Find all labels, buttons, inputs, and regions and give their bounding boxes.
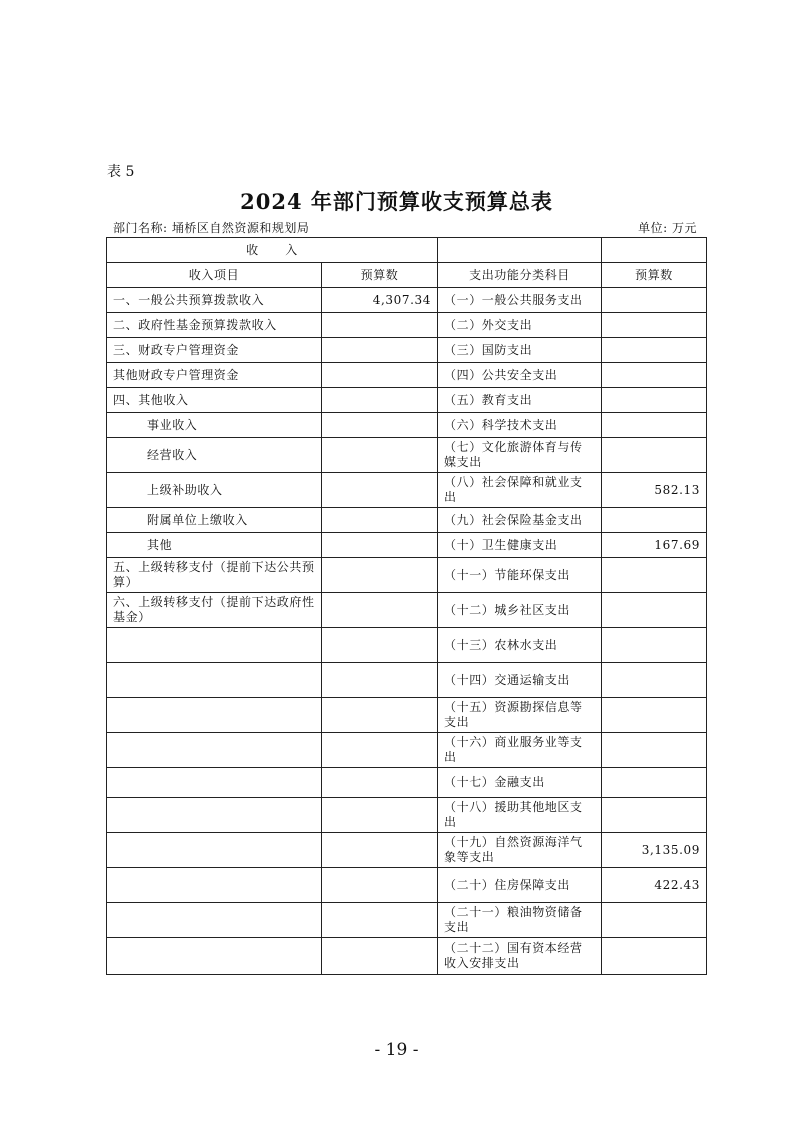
expense-group-header-amount xyxy=(602,238,707,263)
expense-amount-cell: 422.43 xyxy=(602,868,707,903)
budget-summary-table xyxy=(106,237,707,975)
expense-amount-cell xyxy=(602,438,707,473)
table-row xyxy=(107,593,707,628)
expense-item-cell: （十四）交通运输支出 xyxy=(438,663,602,698)
table-row xyxy=(107,798,707,833)
expense-group-header xyxy=(438,238,602,263)
expense-amount-cell xyxy=(602,313,707,338)
expense-item-cell: （八）社会保障和就业支出 xyxy=(438,473,602,508)
expense-amount-cell: 3,135.09 xyxy=(602,833,707,868)
expense-amount-cell xyxy=(602,338,707,363)
table-row xyxy=(107,438,707,473)
income-item-cell xyxy=(107,768,322,798)
income-amount-cell xyxy=(322,663,438,698)
income-item-cell: 三、财政专户管理资金 xyxy=(107,338,322,363)
table-row xyxy=(107,558,707,593)
table-row xyxy=(107,733,707,768)
income-amount-cell xyxy=(322,628,438,663)
expense-amount-cell xyxy=(602,558,707,593)
table-row xyxy=(107,363,707,388)
expense-item-cell: （十七）金融支出 xyxy=(438,768,602,798)
expense-item-cell: （七）文化旅游体育与传媒支出 xyxy=(438,438,602,473)
unit-label: 单位: 万元 xyxy=(638,221,697,235)
income-item-cell xyxy=(107,798,322,833)
income-item-cell: 四、其他收入 xyxy=(107,388,322,413)
expense-amount-cell xyxy=(602,388,707,413)
department-name-label: 部门名称: 埇桥区自然资源和规划局 xyxy=(113,221,310,235)
income-amount-cell xyxy=(322,313,438,338)
income-item-cell xyxy=(107,903,322,938)
expense-item-cell: （三）国防支出 xyxy=(438,338,602,363)
table-row xyxy=(107,833,707,868)
income-amount-cell xyxy=(322,698,438,733)
table-row xyxy=(107,903,707,938)
table-row xyxy=(107,338,707,363)
income-item-cell xyxy=(107,698,322,733)
expense-amount-cell xyxy=(602,593,707,628)
income-amount-cell xyxy=(322,388,438,413)
table-row xyxy=(107,868,707,903)
table-row xyxy=(107,473,707,508)
header-expense-item: 支出功能分类科目 xyxy=(438,263,602,288)
expense-item-cell: （二十一）粮油物资储备支出 xyxy=(438,903,602,938)
expense-amount-cell xyxy=(602,733,707,768)
expense-item-cell: （十九）自然资源海洋气象等支出 xyxy=(438,833,602,868)
income-amount-cell xyxy=(322,593,438,628)
income-amount-cell xyxy=(322,938,438,975)
expense-amount-cell xyxy=(602,508,707,533)
income-item-cell: 其他 xyxy=(107,533,322,558)
table-row xyxy=(107,313,707,338)
table-row xyxy=(107,413,707,438)
table-number-label: 表 5 xyxy=(107,164,135,180)
income-item-cell: 其他财政专户管理资金 xyxy=(107,363,322,388)
income-item-cell: 事业收入 xyxy=(107,413,322,438)
income-item-cell: 经营收入 xyxy=(107,438,322,473)
expense-item-cell: （二）外交支出 xyxy=(438,313,602,338)
table-row xyxy=(107,628,707,663)
income-item-cell xyxy=(107,663,322,698)
income-item-cell xyxy=(107,868,322,903)
column-header-row xyxy=(107,263,707,288)
document-title: 2024 年部门预算收支预算总表 xyxy=(240,189,553,214)
income-amount-cell xyxy=(322,338,438,363)
income-amount-cell xyxy=(322,903,438,938)
expense-amount-cell xyxy=(602,288,707,313)
income-amount-cell xyxy=(322,833,438,868)
income-item-cell xyxy=(107,833,322,868)
expense-amount-cell xyxy=(602,698,707,733)
income-item-cell: 一、一般公共预算拨款收入 xyxy=(107,288,322,313)
header-income-amount: 预算数 xyxy=(322,263,438,288)
income-item-cell: 附属单位上缴收入 xyxy=(107,508,322,533)
header-income-item: 收入项目 xyxy=(107,263,322,288)
expense-amount-cell: 167.69 xyxy=(602,533,707,558)
expense-item-cell: （十一）节能环保支出 xyxy=(438,558,602,593)
expense-amount-cell xyxy=(602,798,707,833)
expense-amount-cell xyxy=(602,663,707,698)
income-amount-cell xyxy=(322,533,438,558)
table-row xyxy=(107,938,707,975)
expense-amount-cell xyxy=(602,938,707,975)
income-item-cell xyxy=(107,938,322,975)
page-number: - 19 - xyxy=(374,1040,419,1060)
table-row xyxy=(107,663,707,698)
expense-amount-cell xyxy=(602,413,707,438)
income-amount-cell xyxy=(322,473,438,508)
expense-item-cell: （十六）商业服务业等支出 xyxy=(438,733,602,768)
expense-amount-cell xyxy=(602,628,707,663)
income-amount-cell xyxy=(322,868,438,903)
table-row xyxy=(107,768,707,798)
expense-item-cell: （十二）城乡社区支出 xyxy=(438,593,602,628)
income-amount-cell xyxy=(322,733,438,768)
expense-item-cell: （六）科学技术支出 xyxy=(438,413,602,438)
expense-amount-cell xyxy=(602,363,707,388)
expense-item-cell: （十）卫生健康支出 xyxy=(438,533,602,558)
expense-item-cell: （二十二）国有资本经营收入安排支出 xyxy=(438,938,602,975)
table-row xyxy=(107,388,707,413)
group-header-row xyxy=(107,238,707,263)
expense-item-cell: （一）一般公共服务支出 xyxy=(438,288,602,313)
income-item-cell: 六、上级转移支付（提前下达政府性基金） xyxy=(107,593,322,628)
income-item-cell: 上级补助收入 xyxy=(107,473,322,508)
income-amount-cell xyxy=(322,798,438,833)
income-amount-cell xyxy=(322,438,438,473)
header-expense-amount: 预算数 xyxy=(602,263,707,288)
table-row xyxy=(107,508,707,533)
expense-amount-cell: 582.13 xyxy=(602,473,707,508)
table-row xyxy=(107,533,707,558)
expense-item-cell: （二十）住房保障支出 xyxy=(438,868,602,903)
table-row xyxy=(107,288,707,313)
income-amount-cell xyxy=(322,363,438,388)
expense-amount-cell xyxy=(602,768,707,798)
expense-item-cell: （五）教育支出 xyxy=(438,388,602,413)
expense-item-cell: （十八）援助其他地区支出 xyxy=(438,798,602,833)
income-amount-cell xyxy=(322,508,438,533)
income-group-header: 收 入 xyxy=(107,238,438,263)
expense-item-cell: （九）社会保险基金支出 xyxy=(438,508,602,533)
expense-item-cell: （十三）农林水支出 xyxy=(438,628,602,663)
expense-item-cell: （十五）资源勘探信息等支出 xyxy=(438,698,602,733)
table-row xyxy=(107,698,707,733)
income-amount-cell: 4,307.34 xyxy=(322,288,438,313)
income-amount-cell xyxy=(322,558,438,593)
income-item-cell xyxy=(107,733,322,768)
income-item-cell xyxy=(107,628,322,663)
income-amount-cell xyxy=(322,413,438,438)
income-amount-cell xyxy=(322,768,438,798)
income-item-cell: 五、上级转移支付（提前下达公共预算） xyxy=(107,558,322,593)
expense-item-cell: （四）公共安全支出 xyxy=(438,363,602,388)
income-item-cell: 二、政府性基金预算拨款收入 xyxy=(107,313,322,338)
expense-amount-cell xyxy=(602,903,707,938)
